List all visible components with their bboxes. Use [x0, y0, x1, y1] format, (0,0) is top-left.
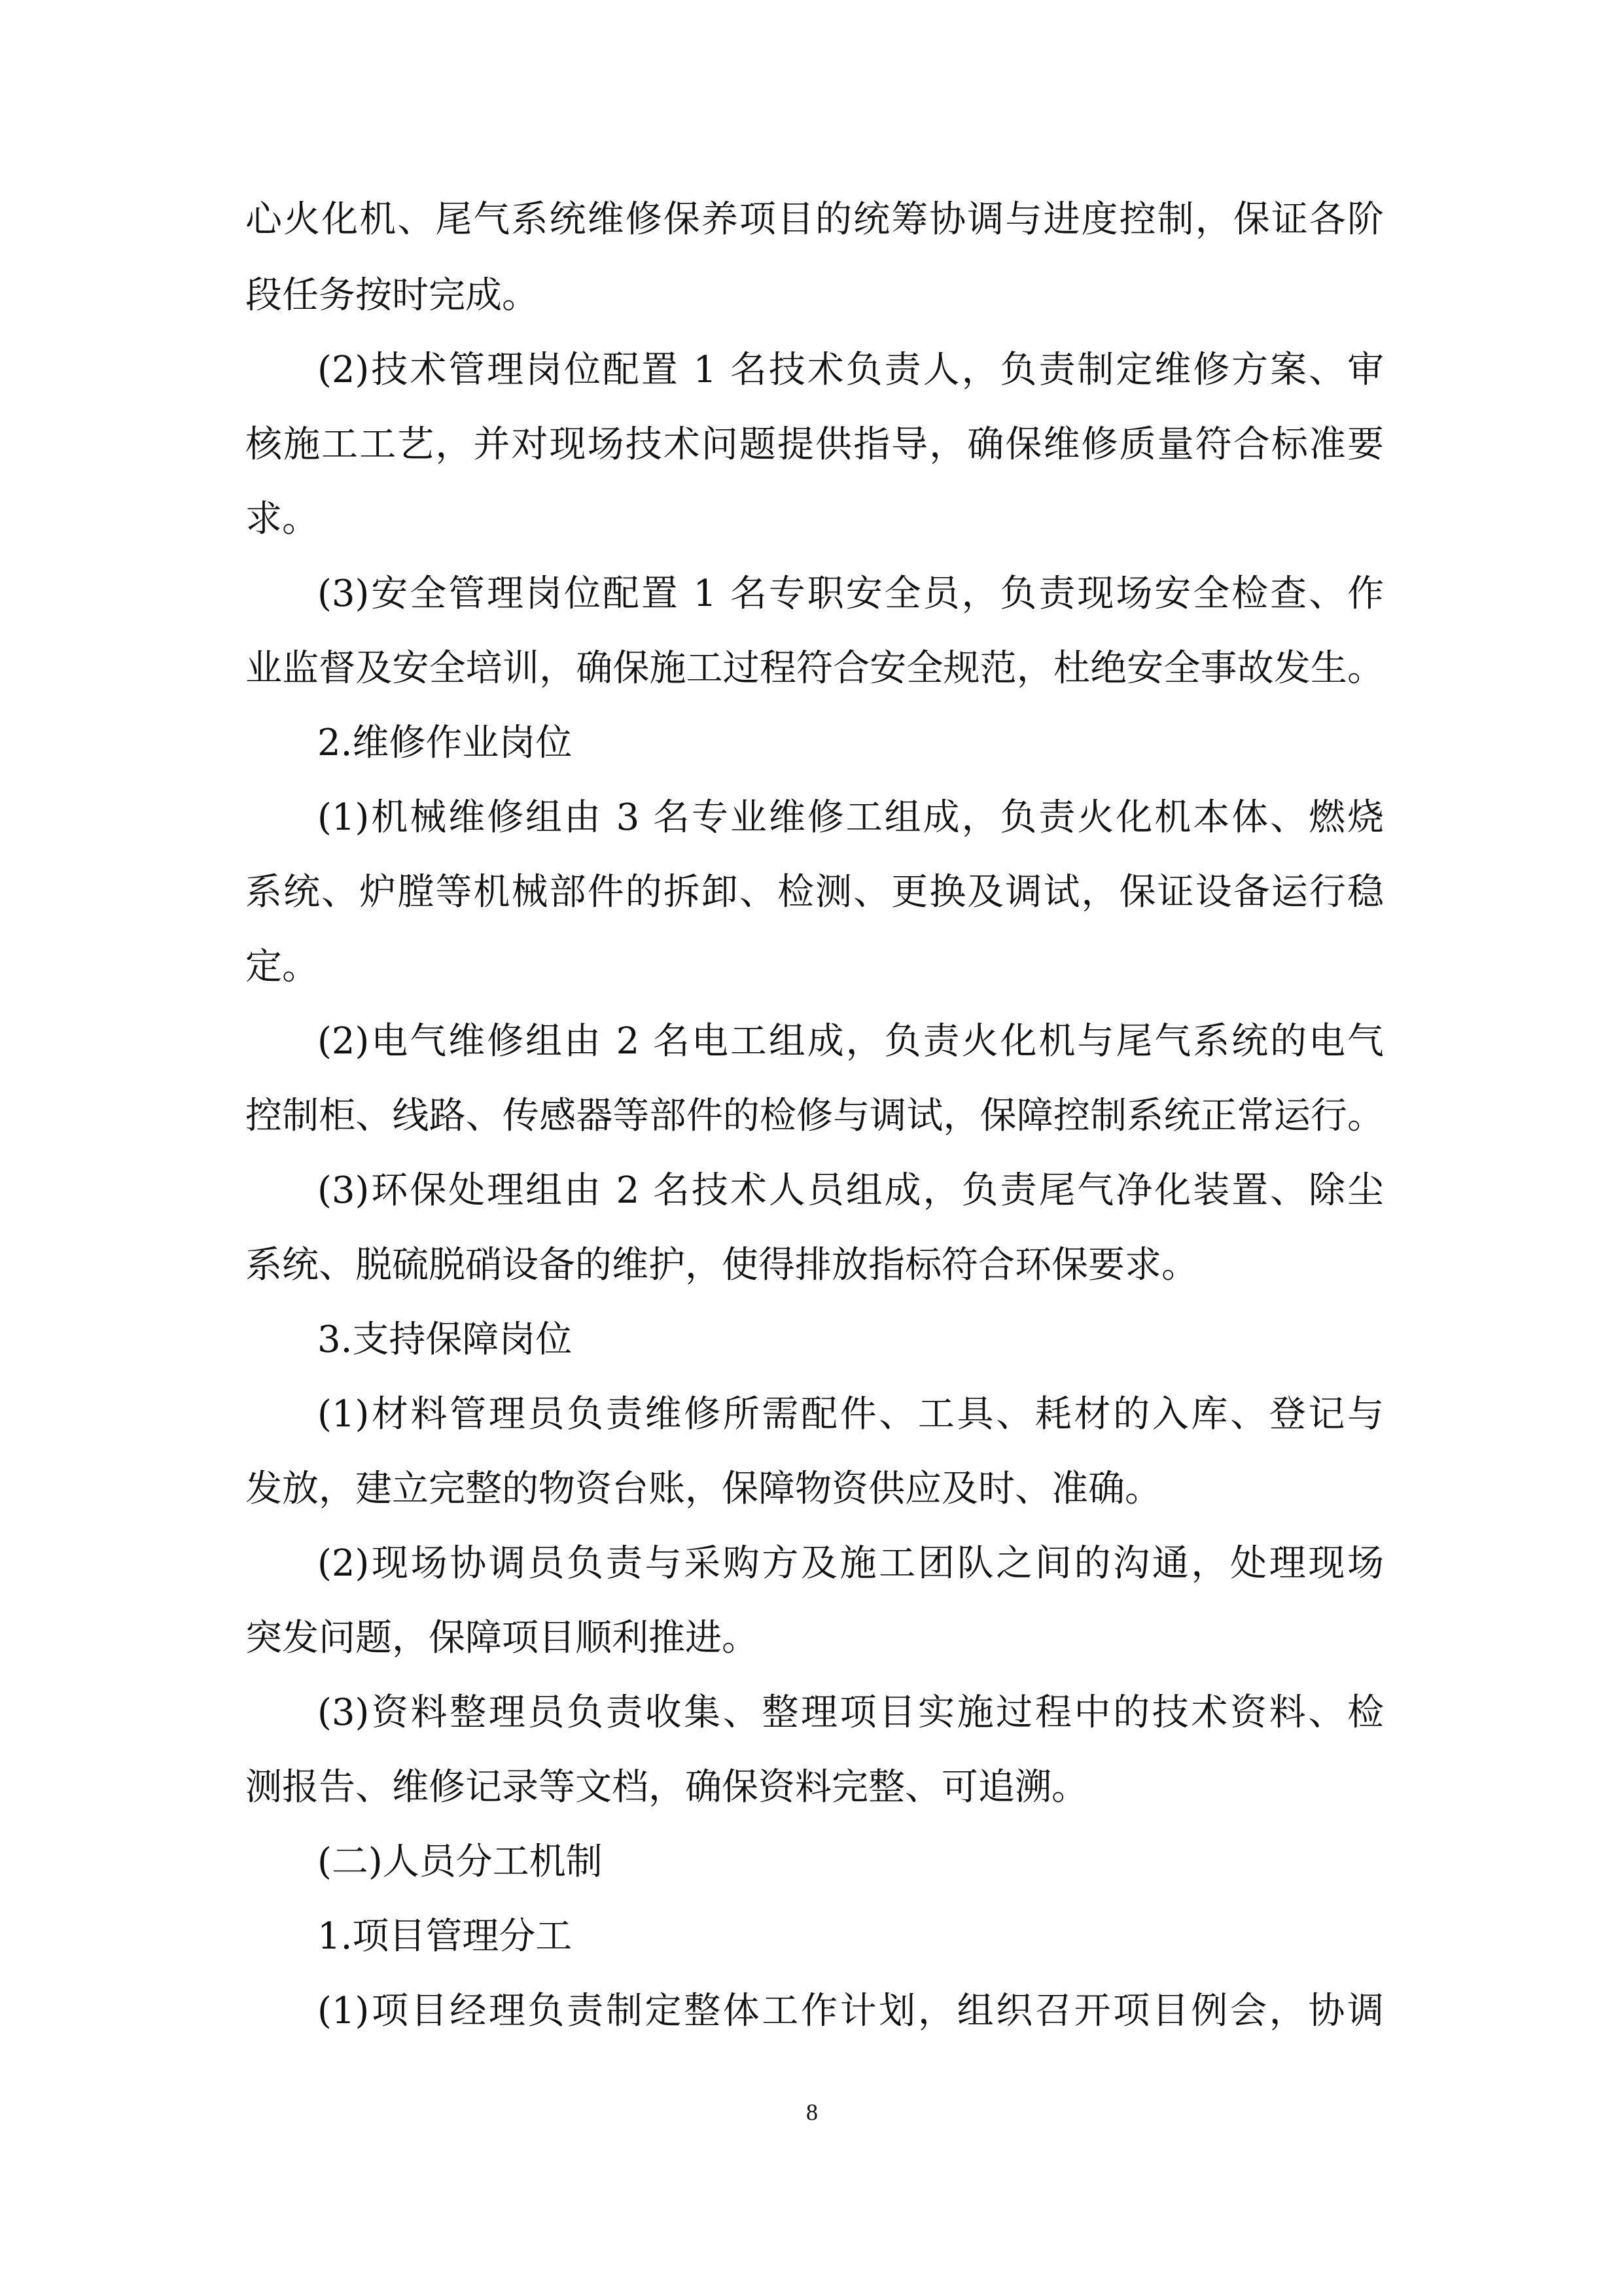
- paragraph-line: (1)项目经理负责制定整体工作计划，组织召开项目例会，协调: [317, 1990, 1384, 2032]
- paragraph-line: 段任务按时完成。: [245, 274, 538, 317]
- paragraph-line: (3)资料整理员负责收集、整理项目实施过程中的技术资料、检: [317, 1691, 1384, 1734]
- paragraph-line: (3)环保处理组由 2 名技术人员组成，负责尾气净化装置、除尘: [317, 1169, 1384, 1212]
- paragraph-line: 测报告、维修记录等文档，确保资料完整、可追溯。: [245, 1766, 1088, 1809]
- paragraph-line: 系统、炉膛等机械部件的拆卸、检测、更换及调试，保证设备运行稳: [245, 871, 1384, 913]
- page-number: 8: [806, 2099, 818, 2125]
- section-heading: (二)人员分工机制: [317, 1841, 603, 1883]
- section-heading: 3.支持保障岗位: [317, 1318, 573, 1361]
- paragraph-line: 定。: [245, 945, 319, 988]
- section-heading: 1.项目管理分工: [317, 1915, 573, 1958]
- paragraph-line: (2)技术管理岗位配置 1 名技术负责人，负责制定维修方案、审: [317, 349, 1384, 391]
- paragraph-line: 求。: [245, 498, 319, 540]
- paragraph-line: 控制柜、线路、传感器等部件的检修与调试，保障控制系统正常运行。: [245, 1095, 1384, 1137]
- paragraph-line: 业监督及安全培训，确保施工过程符合安全规范，杜绝安全事故发生。: [245, 647, 1384, 690]
- section-heading: 2.维修作业岗位: [317, 722, 573, 764]
- paragraph-line: 心火化机、尾气系统维修保养项目的统筹协调与进度控制，保证各阶: [245, 198, 1384, 241]
- paragraph-line: (2)电气维修组由 2 名电工组成，负责火化机与尾气系统的电气: [317, 1020, 1384, 1063]
- paragraph-line: (1)机械维修组由 3 名专业维修工组成，负责火化机本体、燃烧: [317, 796, 1384, 839]
- paragraph-line: (1)材料管理员负责维修所需配件、工具、耗材的入库、登记与: [317, 1393, 1384, 1436]
- paragraph-line: 系统、脱硫脱硝设备的维护，使得排放指标符合环保要求。: [245, 1244, 1198, 1286]
- paragraph-line: (2)现场协调员负责与采购方及施工团队之间的沟通，处理现场: [317, 1542, 1384, 1585]
- paragraph-line: 核施工工艺，并对现场技术问题提供指导，确保维修质量符合标准要: [245, 423, 1384, 466]
- paragraph-line: (3)安全管理岗位配置 1 名专职安全员，负责现场安全检查、作: [317, 573, 1384, 615]
- paragraph-line: 突发问题，保障项目顺利推进。: [245, 1617, 758, 1659]
- paragraph-line: 发放，建立完整的物资台账，保障物资供应及时、准确。: [245, 1468, 1161, 1510]
